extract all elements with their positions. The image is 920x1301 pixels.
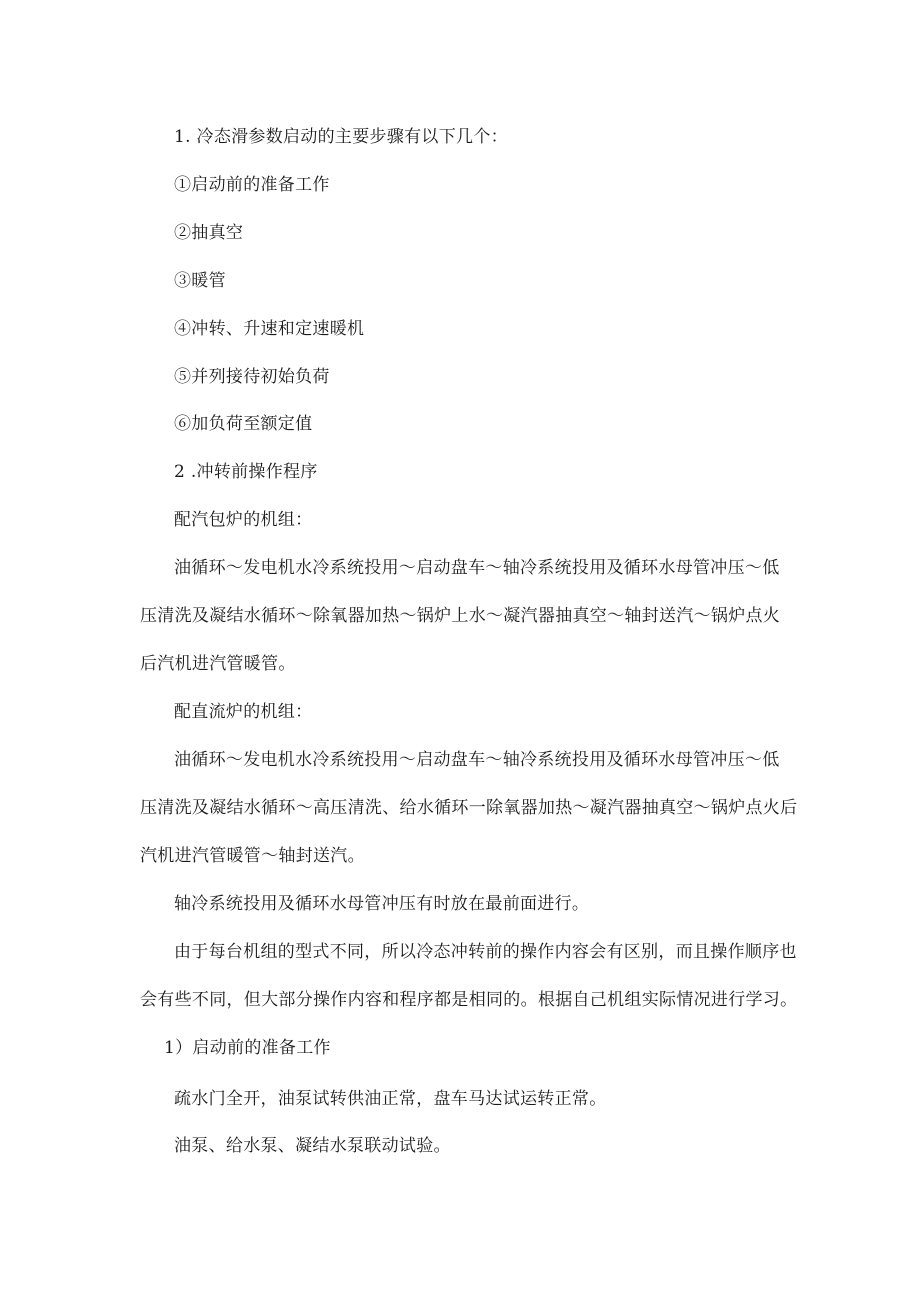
- paragraph-line: 压清洗及凝结水循环～高压清洗、给水循环一除氧器加热～凝汽器抽真空～锅炉点火后: [140, 798, 798, 818]
- paragraph-line: 会有些不同，但大部分操作内容和程序都是相同的。根据自己机组实际情况进行学习。: [140, 990, 798, 1010]
- section2-heading: 2 .冲转前操作程序: [174, 462, 318, 482]
- paragraph-line: 油循环～发电机水冷系统投用～启动盘车～轴冷系统投用及循环水母管冲压～低: [174, 558, 780, 578]
- paragraph-line: 油泵、给水泵、凝结水泵联动试验。: [174, 1136, 451, 1156]
- paragraph-line: 由于每台机组的型式不同，所以冷态冲转前的操作内容会有区别，而且操作顺序也: [174, 942, 797, 962]
- paragraph-line: 压清洗及凝结水循环～除氧器加热～锅炉上水～凝汽器抽真空～轴封送汽～锅炉点火: [140, 606, 781, 626]
- step-item: ④冲转、升速和定速暖机: [174, 319, 365, 339]
- step-item: ⑥加负荷至额定值: [174, 414, 313, 434]
- step-item: ⑤并列接待初始负荷: [174, 367, 330, 387]
- once-through-boiler-label: 配直流炉的机组：: [174, 702, 313, 722]
- drum-boiler-label: 配汽包炉的机组：: [174, 510, 313, 530]
- paragraph-line: 汽机进汽管暖管～轴封送汽。: [140, 846, 365, 866]
- section1-heading: 1. 冷态滑参数启动的主要步骤有以下几个：: [174, 127, 508, 147]
- paragraph-line: 后汽机进汽管暖管。: [140, 654, 296, 674]
- note-paragraph: 轴冷系统投用及循环水母管冲压有时放在最前面进行。: [174, 894, 590, 914]
- paragraph-line: 疏水门全开，油泵试转供油正常，盘车马达试运转正常。: [174, 1089, 607, 1109]
- subsection1-heading: 1）启动前的准备工作: [164, 1038, 331, 1058]
- paragraph-line: 油循环～发电机水冷系统投用～启动盘车～轴冷系统投用及循环水母管冲压～低: [174, 750, 780, 770]
- step-item: ①启动前的准备工作: [174, 175, 330, 195]
- step-item: ③暖管: [174, 271, 226, 291]
- step-item: ②抽真空: [174, 223, 244, 243]
